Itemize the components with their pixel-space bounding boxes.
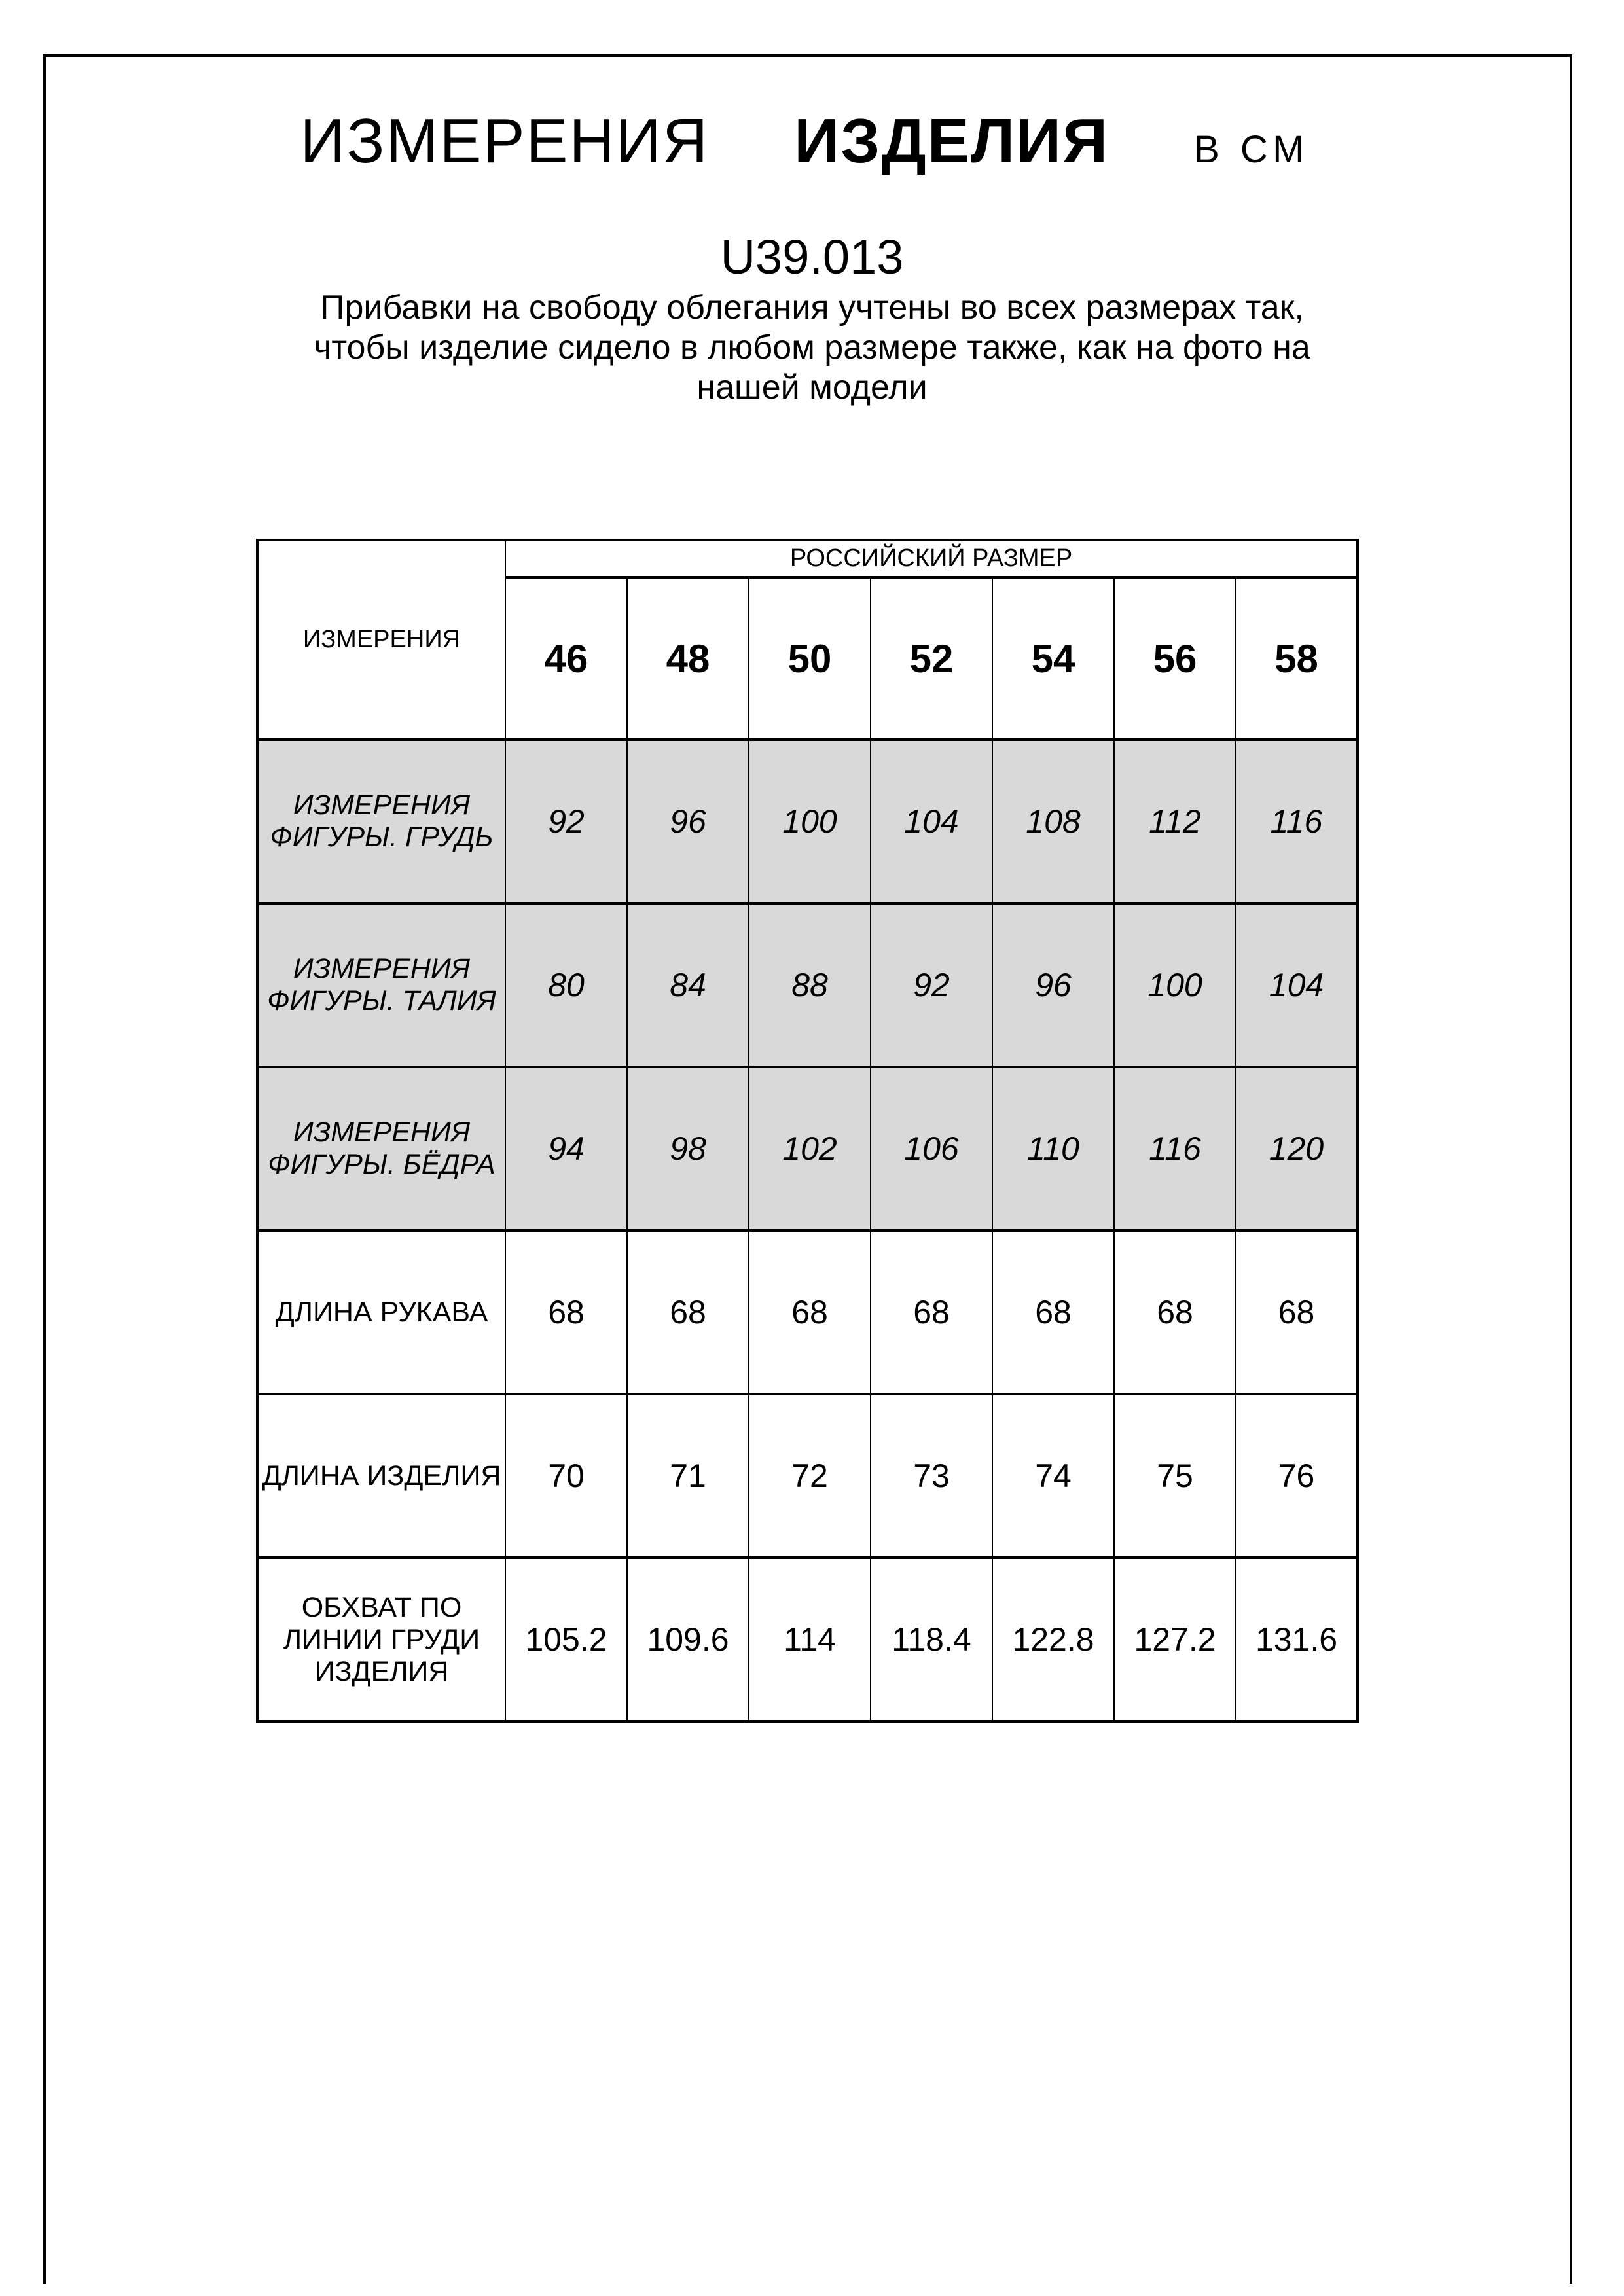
value-cell: 68 (627, 1230, 749, 1394)
value-cell: 68 (1114, 1230, 1236, 1394)
value-cell: 109.6 (627, 1558, 749, 1721)
value-cell: 72 (749, 1394, 871, 1558)
value-cell: 118.4 (871, 1558, 992, 1721)
row-label-line: ДЛИНА РУКАВА (275, 1296, 488, 1328)
table-row-chest (257, 740, 1358, 903)
size-col-50: 50 (749, 577, 871, 740)
table-row-chest-girth-garment (257, 1558, 1358, 1721)
size-col-48: 48 (627, 577, 749, 740)
value-cell: 88 (749, 903, 871, 1067)
value-cell: 106 (871, 1067, 992, 1230)
size-group-row (257, 540, 1358, 577)
title-word-measurements: ИЗМЕРЕНИЯ (300, 106, 710, 176)
value-cell: 71 (627, 1394, 749, 1558)
row-label-line: ФИГУРЫ. БЁДРА (268, 1149, 496, 1180)
fit-note-line-1: Прибавки на свободу облегания учтены во всех размерах так, (320, 289, 1304, 327)
title-banner (84, 105, 1526, 193)
value-cell: 68 (1236, 1230, 1358, 1394)
value-cell: 70 (505, 1394, 627, 1558)
value-cell: 104 (871, 740, 992, 903)
row-label-line: ОБХВАТ ПО (301, 1591, 462, 1623)
value-cell: 104 (1236, 903, 1358, 1067)
value-cell: 68 (992, 1230, 1114, 1394)
size-col-54: 54 (992, 577, 1114, 740)
table-row-waist (257, 903, 1358, 1067)
row-label-sleeve-length (257, 1230, 505, 1394)
value-cell: 75 (1114, 1394, 1236, 1558)
value-cell: 100 (1114, 903, 1236, 1067)
value-cell: 96 (627, 740, 749, 903)
value-cell: 80 (505, 903, 627, 1067)
value-cell: 98 (627, 1067, 749, 1230)
value-cell: 114 (749, 1558, 871, 1721)
row-label-hips (257, 1067, 505, 1230)
value-cell: 112 (1114, 740, 1236, 903)
row-label-line: ДЛИНА ИЗДЕЛИЯ (262, 1460, 501, 1492)
value-cell: 108 (992, 740, 1114, 903)
row-label-line: ФИГУРЫ. ГРУДЬ (270, 821, 494, 853)
value-cell: 73 (871, 1394, 992, 1558)
row-label-garment-length (257, 1394, 505, 1558)
value-cell: 74 (992, 1394, 1114, 1558)
fit-note (0, 288, 1624, 408)
fit-note-line-2: чтобы изделие сидело в любом размере также, как на фото на (314, 329, 1310, 367)
value-cell: 122.8 (992, 1558, 1114, 1721)
value-cell: 68 (749, 1230, 871, 1394)
value-cell: 100 (749, 740, 871, 903)
size-col-56: 56 (1114, 577, 1236, 740)
value-cell: 105.2 (505, 1558, 627, 1721)
row-label-line: ИЗМЕРЕНИЯ (293, 1117, 471, 1148)
table-row-hips (257, 1067, 1358, 1230)
value-cell: 116 (1114, 1067, 1236, 1230)
row-label-line: ИЗМЕРЕНИЯ (293, 953, 471, 984)
value-cell: 127.2 (1114, 1558, 1236, 1721)
value-cell: 96 (992, 903, 1114, 1067)
row-label-line: ЛИНИИ ГРУДИ (283, 1623, 480, 1655)
value-cell: 110 (992, 1067, 1114, 1230)
value-cell: 68 (505, 1230, 627, 1394)
size-col-58: 58 (1236, 577, 1358, 740)
value-cell: 116 (1236, 740, 1358, 903)
table-row-sleeve-length (257, 1230, 1358, 1394)
size-table (256, 539, 1359, 1723)
row-label-line: ФИГУРЫ. ТАЛИЯ (267, 985, 496, 1016)
row-label-waist (257, 903, 505, 1067)
title-word-product: ИЗДЕЛИЯ (794, 106, 1110, 176)
row-label-line: ИЗДЕЛИЯ (314, 1655, 449, 1687)
row-label-chest-girth-garment (257, 1558, 505, 1721)
table-row-garment-length (257, 1394, 1358, 1558)
value-cell: 94 (505, 1067, 627, 1230)
value-cell: 84 (627, 903, 749, 1067)
size-col-52: 52 (871, 577, 992, 740)
size-group-header: РОССИЙСКИЙ РАЗМЕР (505, 540, 1358, 577)
value-cell: 68 (871, 1230, 992, 1394)
title-unit-cm: В СМ (1194, 128, 1310, 171)
product-code: U39.013 (720, 230, 904, 284)
value-cell: 92 (505, 740, 627, 903)
fit-note-line-3: нашей модели (696, 368, 928, 406)
row-label-chest (257, 740, 505, 903)
value-cell: 120 (1236, 1067, 1358, 1230)
value-cell: 76 (1236, 1394, 1358, 1558)
value-cell: 92 (871, 903, 992, 1067)
value-cell: 102 (749, 1067, 871, 1230)
corner-label: ИЗМЕРЕНИЯ (257, 540, 505, 740)
value-cell: 131.6 (1236, 1558, 1358, 1721)
size-col-46: 46 (505, 577, 627, 740)
row-label-line: ИЗМЕРЕНИЯ (293, 789, 471, 821)
